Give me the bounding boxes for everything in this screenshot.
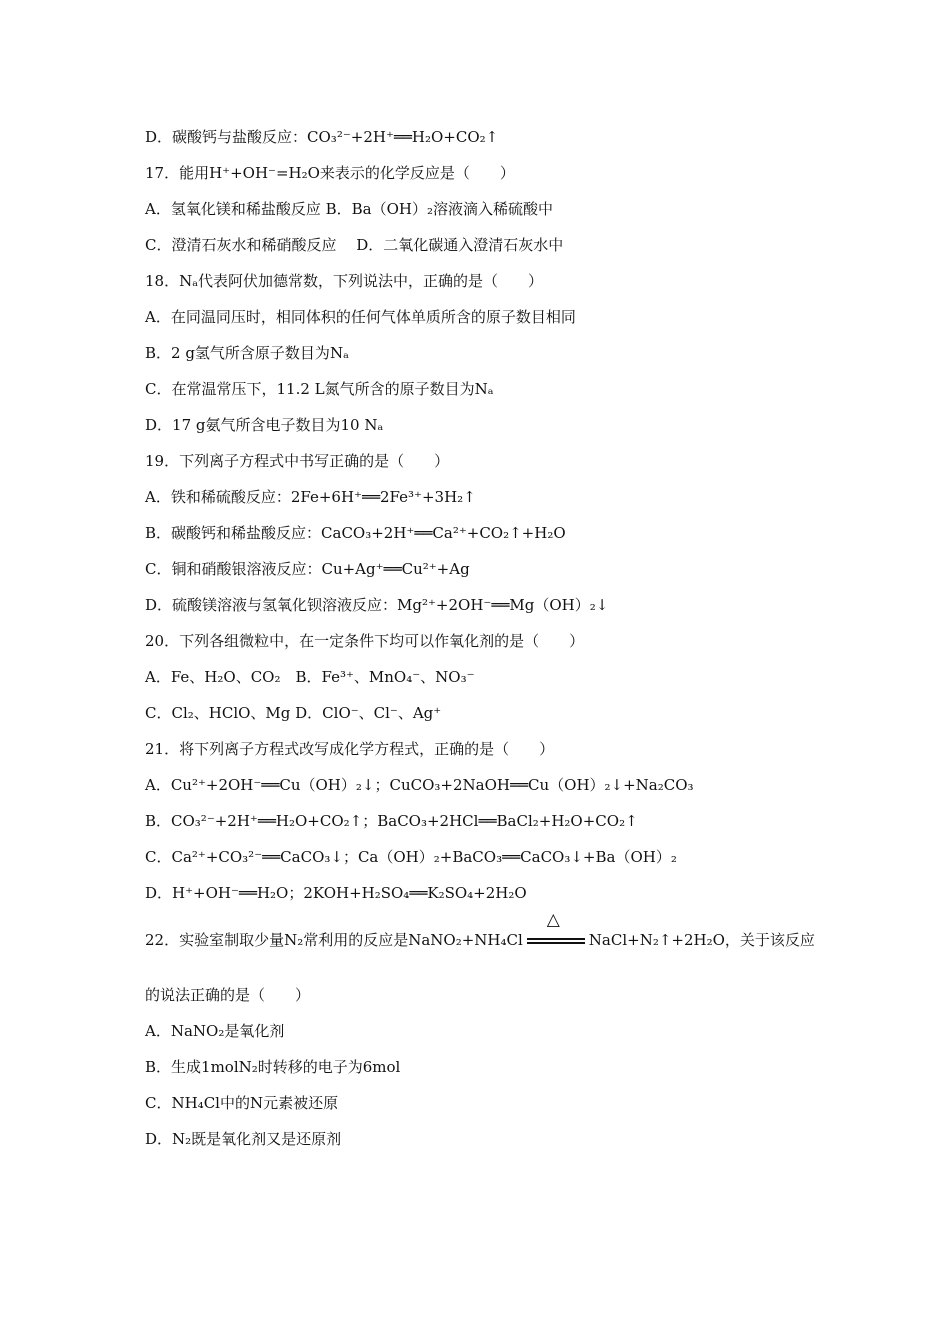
option-line: D．N₂既是氧化剂又是还原剂 <box>145 1130 342 1148</box>
option-line: A．Fe、H₂O、CO₂ B．Fe³⁺、MnO₄⁻、NO₃⁻ <box>145 668 475 686</box>
heat-delta-icon: △ <box>546 910 560 930</box>
option-line: C．Cl₂、HClO、Mg D．ClO⁻、Cl⁻、Ag⁺ <box>145 704 442 722</box>
option-line: B．碳酸钙和稀盐酸反应：CaCO₃+2H⁺══Ca²⁺+CO₂↑+H₂O <box>145 524 566 542</box>
option-line: D．17 g氨气所含电子数目为10 Nₐ <box>145 416 384 434</box>
option-line: C．NH₄Cl中的N元素被还原 <box>145 1094 339 1112</box>
option-line: A．氢氧化镁和稀盐酸反应 B．Ba（OH）₂溶液滴入稀硫酸中 <box>145 200 553 218</box>
option-line: A．在同温同压时，相同体积的任何气体单质所含的原子数目相同 <box>145 308 576 326</box>
option-line: A．铁和稀硫酸反应：2Fe+6H⁺══2Fe³⁺+3H₂↑ <box>145 488 476 506</box>
option-line: B．2 g氢气所含原子数目为Nₐ <box>145 344 349 362</box>
option-line: D．H⁺+OH⁻══H₂O；2KOH+H₂SO₄══K₂SO₄+2H₂O <box>145 884 527 902</box>
text-line: D．碳酸钙与盐酸反应：CO₃²⁻+2H⁺══H₂O+CO₂↑ <box>145 128 499 146</box>
q22-equation-left: 22．实验室制取少量N₂常利用的反应是NaNO₂+NH₄Cl <box>145 931 523 949</box>
question-21: 21．将下列离子方程式改写成化学方程式，正确的是（ ） <box>145 740 555 758</box>
option-line: B．CO₃²⁻+2H⁺══H₂O+CO₂↑；BaCO₃+2HCl══BaCl₂+H₂O+CO₂↑ <box>145 812 638 830</box>
question-18: 18．Nₐ代表阿伏加德常数，下列说法中，正确的是（ ） <box>145 272 544 290</box>
option-line: C．铜和硝酸银溶液反应：Cu+Ag⁺══Cu²⁺+Ag <box>145 560 470 578</box>
option-line: C．澄清石灰水和稀硝酸反应 D．二氧化碳通入澄清石灰水中 <box>145 236 564 254</box>
heat-reaction-arrow <box>525 910 587 948</box>
q22-continuation: 的说法正确的是（ ） <box>145 986 311 1004</box>
option-line: A．NaNO₂是氧化剂 <box>145 1022 285 1040</box>
q22-equation-right: NaCl+N₂↑+2H₂O，关于该反应 <box>588 931 815 949</box>
option-line: C．在常温常压下，11.2 L氮气所含的原子数目为Nₐ <box>145 380 494 398</box>
option-line: C．Ca²⁺+CO₃²⁻══CaCO₃↓；Ca（OH）₂+BaCO₃══CaCO₃↓+Ba（OH）₂ <box>145 848 677 866</box>
option-line: B．生成1molN₂时转移的电子为6mol <box>145 1058 401 1076</box>
question-17: 17．能用H⁺+OH⁻=H₂O来表示的化学反应是（ ） <box>145 164 515 182</box>
question-22 <box>145 910 815 950</box>
option-line: A．Cu²⁺+2OH⁻══Cu（OH）₂↓；CuCO₃+2NaOH══Cu（OH）₂↓+Na₂CO₃ <box>145 776 694 794</box>
question-20: 20．下列各组微粒中，在一定条件下均可以作氧化剂的是（ ） <box>145 632 585 650</box>
question-19: 19．下列离子方程式中书写正确的是（ ） <box>145 452 450 470</box>
option-line: D．硫酸镁溶液与氢氧化钡溶液反应：Mg²⁺+2OH⁻══Mg（OH）₂↓ <box>145 596 609 614</box>
